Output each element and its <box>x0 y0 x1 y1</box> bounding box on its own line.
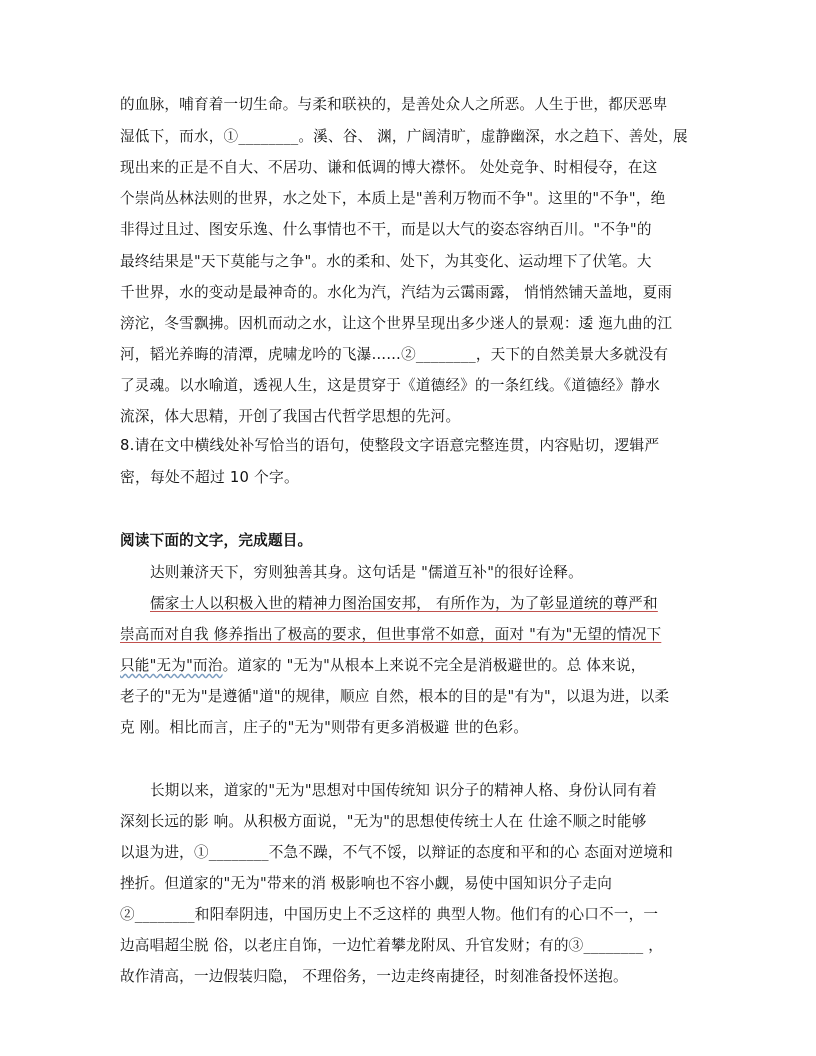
passage2-para3-line-6: 边高唱超尘脱 俗，以老庄自饰，一边忙着攀龙附凤、升官发财；有的③________ ， <box>120 937 664 954</box>
passage1-line-3: 现出来的正是不自大、不居功、谦和低调的博大襟怀。 处处竞争、时相侵夺，在这 <box>120 159 658 176</box>
passage1-line-5: 非得过且过、图安乐逸、什么事情也不干，而是以大气的姿态容纳百川。"不争"的 <box>120 221 652 238</box>
passage2-para2-line-2: 崇高而对自我 修养指出了极高的要求，但世事常不如意，面对 "有为"无望的情况下 <box>120 626 662 643</box>
passage2-para2-line-3-rest: 。道家的 "无为"从根本上来说不完全是消极避世的。总 体来说， <box>222 657 646 674</box>
passage2-para2-line-5: 克 刚。相比而言，庄子的"无为"则带有更多消极避 世的色彩。 <box>120 719 529 736</box>
passage1-line-8: 滂沱，冬雪飘拂。因机而动之水，让这个世界呈现出多少迷人的景观：逶 迤九曲的江 <box>120 315 673 332</box>
passage1-line-6: 最终结果是"天下莫能与之争"。水的柔和、处下，为其变化、运动埋下了伏笔。大 <box>120 253 652 270</box>
passage1-line-11: 流深，体大思精，开创了我国古代哲学思想的先河。 <box>120 408 461 425</box>
passage2-para3-line-3: 以退为进，①________不急不躁，不气不馁，以辩证的态度和平和的心 态面对逆境和 <box>120 844 674 861</box>
passage2-para1: 达则兼济天下，穷则独善其身。这句话是 "儒道互补"的很好诠释。 <box>150 564 583 581</box>
passage2-para2-line-1: 儒家士人以积极入世的精神力图治国安邦， 有所作为，为了彰显道统的尊严和 <box>150 595 658 612</box>
passage2-para3-line-5: ②________和阳奉阴违，中国历史上不乏这样的 典型人物。他们有的心口不一，一 <box>120 906 659 923</box>
passage1-line-2: 湿低下，而水，①________。溪、谷、 渊，广阔清旷，虚静幽深，水之趋下、善处，展 <box>120 128 688 145</box>
wavy-underlined-phrase: 只能"无为"而治 <box>120 657 223 674</box>
passage2-para3-line-2: 深刻长远的影 响。从积极方面说，"无为"的思想使传统士人在 仕途不顺之时能够 <box>120 813 647 830</box>
passage2-para3-line-1: 长期以来，道家的"无为"思想对中国传统知 识分子的精神人格、身份认同有着 <box>150 782 657 799</box>
section-heading: 阅读下面的文字，完成题目。 <box>120 532 313 549</box>
question-8-line-1: 8.请在文中横线处补写恰当的语句，使整段文字语意完整连贯，内容贴切，逻辑严 <box>120 437 660 454</box>
passage2-para2-line-4: 老子的"无为"是遵循"道"的规律，顺应 自然，根本的目的是"有为"，以退为进，以柔 <box>120 688 670 705</box>
passage1-line-4: 个崇尚丛林法则的世界，水之处下，本质上是"善利万物而不争"。这里的"不争"，绝 <box>120 190 666 207</box>
passage1-line-9: 河，韬光养晦的清潭，虎啸龙吟的飞瀑……②________，天下的自然美景大多就没有 <box>120 346 669 363</box>
passage2-para3-line-4: 挫折。但道家的"无为"带来的消 极影响也不容小觑，易使中国知识分子走向 <box>120 875 613 892</box>
passage1-line-7: 千世界，水的变动是最神奇的。水化为汽，汽结为云霭雨露， 悄悄然铺天盖地，夏雨 <box>120 284 673 301</box>
passage2-para3-line-7: 故作清高，一边假装归隐， 不理俗务，一边走终南捷径，时刻准备投怀送抱。 <box>120 968 628 985</box>
passage1-line-1: 的血脉，哺育着一切生命。与柔和联袂的，是善处众人之所恶。人生于世，都厌恶卑 <box>120 96 668 113</box>
passage2-para2-line-3 <box>120 655 646 677</box>
passage1-line-10: 了灵魂。以水喻道，透视人生，这是贯穿于《道德经》的一条红线。《道德经》静水 <box>120 377 661 394</box>
question-8-line-2: 密，每处不超过 10 个字。 <box>120 469 300 486</box>
